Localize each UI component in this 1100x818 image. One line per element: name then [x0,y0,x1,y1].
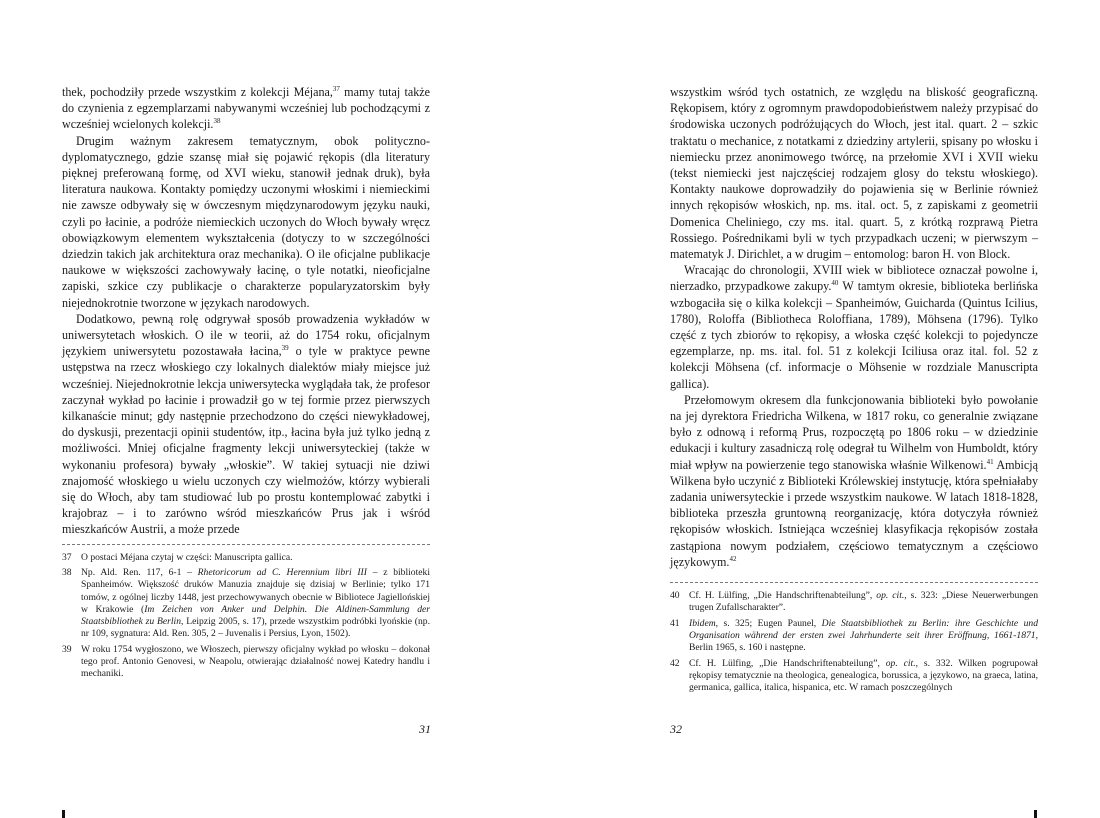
paragraph [670,392,1038,570]
footnote-number: 38 [62,566,72,578]
italic-text: Die Staatsbibliothek zu Berlin: ihre Geschichte und Organisation während der ersten zwei Jahrhunderte seit ihrer Eröffnung, 1661-1871 [689,617,1038,641]
text-run: Drugim ważnym zakresem tematycznym, obok polityczno-dyplomatycznego, gdzie szansę miał się pojawić rękopis (dla literatury pięknej preferowaną formę, od XVI wieku, stanowił jednak druk), była literatura naukowa. Kontakty pomiędzy uczonymi włoskimi i niemieckimi nie zawsze odbywały się w ówczesnym międzynarodowym języku nauki, czyli po łacinie, a podróże niemieckich uczonych do Włoch bywały wręcz obowiązkowym elementem wykształcenia (dotyczy to w szczególności dziedzin takich jak architektura oraz mechanika). O ile oficjalne publikacje naukowe w większości zachowywały łacinę, o tyle notatki, nieoficjalne zapiski, szkice czy publikacje o charakterze popularyzatorskim były niejednokrotnie tworzone w językach narodowych. [62,133,430,310]
footnote-separator [62,544,430,545]
left-page-footnotes [62,552,430,681]
footnote-reference: 38 [213,117,221,126]
footnote-number: 42 [670,657,680,669]
text-run: , s. 325; Eugen Paunel, [715,617,822,629]
footnote-text [81,552,430,564]
text-run: – z biblioteki Spanheimów. Większość druków Manuzia znajduje się dzisiaj w Berlinie; tylko 171 tomów, z ogólnej liczby 1448, jest przechowywanych obecnie w Bibliotece Jagiellońskiej w Krakowie ( [81,566,430,615]
left-page [62,84,430,684]
footnote [62,644,430,681]
footnote-reference: 41 [986,457,994,466]
left-page-body [62,84,430,538]
text-run: Przełomowym okresem dla funkcjonowania biblioteki było powołanie na jej dyrektora Friedricha Wilkena, w 1817 roku, co generalnie związane było z odnową i reformą Prus, rozpoczętą po 1806 roku – w dziedzinie edukacji i kultury zasadniczą rolę odegrał tu Wilhelm von Humboldt, który miał wpływ na powierzenie tego stanowiska właśnie Wilkenowi. [670,392,1038,472]
footnote [670,618,1038,655]
italic-text: op. cit. [876,590,905,602]
footnote-text [689,590,1038,615]
footnote-number: 40 [670,590,680,602]
footnote-separator [670,582,1038,583]
italic-text: Rhetoricorum ad C. Herennium libri III [197,566,367,578]
footnote-reference: 37 [332,84,340,93]
text-run: , Berlin 1965, s. 160 i następne. [689,629,1038,654]
text-run: W tamtym okresie, biblioteka berlińska wzbogaciła się o kilka kolekcji – Spanheimów, Guicharda (Quintus Icilius, 1780), Roloffa (Bibliotheca Roloffiana, 1789), Möhsena (1796). Tylko część z tych zbiorów to rękopisy, a włoska część kolekcji to pojedyncze egzemplarze, np. ms. ital. fol. 51 z kolekcji Iciliusa oraz ital. fol. 52 z kolekcji Möhsena (cf. informacje o Möhsenie w rozdziale Manuscripta gallica). [670,279,1038,391]
footnote-number: 41 [670,617,680,629]
crop-mark-left [62,810,65,818]
footnote-reference: 40 [831,279,839,288]
footnote [670,590,1038,615]
footnote [62,567,430,641]
text-run: Np. Ald. Ren. 117, 6-1 – [81,566,198,578]
paragraph [62,311,430,538]
paragraph [62,84,430,133]
text-run: o tyle w praktyce pewne ustępstwa na rzecz włoskiego czy lokalnych dialektów miały miejsce już wcześniej. Niejednokrotnie lekcja uniwersytecka wyglądała tak, że profesor zaczynał wykład po łacinie i prowadził go w tej formie przez pierwszych kilkanaście minut; gdy następnie przechodzono do części niewykładowej, do dyskusji, prezentacji opinii studentów, itp., łacina była już tylko jedną z możliwości. Mniej oficjalne fragmenty lekcji uniwersyteckiej (także w wykonaniu profesora) bywały „włoskie”. W takiej sytuacji nie dziwi znajomość włoskiego u wielu uczonych czy wielmożów, którzy wybierali się do Włoch, aby tam studiować lub po prostu kontemplować zabytki i krajobraz – i to zarówno wśród mieszkańców Prus jak i wśród mieszkańców Austrii, a może przede [62,344,430,537]
italic-text: Im Zeichen von Anker und Delphin. Die Aldinen-Sammlung der Staatsbibliothek zu Berlin [81,603,430,628]
crop-mark-right [1034,810,1037,818]
page-number-right: 32 [670,722,682,736]
footnote [670,658,1038,695]
text-run: W roku 1754 wygłoszono, we Włoszech, pierwszy oficjalny wykład po włosku – dokonał tego prof. Antonio Genovesi, w Neapolu, otwierając działalność nowej Katedry handlu i mechaniki. [81,643,430,680]
italic-text: op. cit. [885,657,916,669]
footnote-reference: 42 [729,554,737,563]
italic-text: Ibidem [689,617,716,629]
text-run: thek, pochodziły przede wszystkim z kolekcji Méjana, [62,85,333,99]
text-run: Wracając do chronologii, XVIII wiek w bibliotece oznaczał powolne i, nierzadko, przypadkowe zakupy. [670,263,1038,294]
right-page-footnotes [670,590,1038,694]
text-run: , Leipzig 2005, s. 17), przede wszystkim podróbki lyońskie (np. nr 109, sygnatura: Ald. Ren. 305, 2 – Juvenalis i Persius, Lyon, 1502). [81,616,430,640]
footnote-text [689,618,1038,655]
paragraph [62,133,430,311]
right-page [670,84,1038,697]
text-run: wszystkim wśród tych ostatnich, ze względu na bliskość geograficzną. Rękopisem, który z ogromnym prawdopodobieństwem należy przypisać do środowiska uczonych podróżujących do Włoch, jest ital. quart. 2 – szkic traktatu o mechanice, z notatkami z dziedziny artylerii, spisany po włosku i niemiecku przez anonimowego twórcę, na przełomie XVI i XVII wieku (tekst niemiecki jest najczęściej rodzajem glosy do tekstu włoskiego). Kontakty naukowe doprowadziły do pojawienia się w Berlinie również innych rękopisów włoskich, np. ms. ital. oct. 5, z zapiskami z geometrii Domenica Cheliniego, czy ms. ital. quart. 5, z krótką rozprawą Pietra Rossiego. Pośrednikami byli w tych przypadkach uczeni; w pierwszym – matematyk J. Dirichlet, a w drugim – entomolog: baron H. von Block. [670,85,1038,262]
paragraph [670,262,1038,392]
right-page-body [670,84,1038,570]
text-run: Cf. H. Lülfing, „Die Handschriftenabteilung”, [689,657,886,669]
page-number-left: 31 [419,722,431,736]
footnote-text [81,567,430,641]
text-run: Ambicją Wilkena było uczynić z Biblioteki Królewskiej instytucję, która spełniałaby zadania uniwersyteckie i przede wszystkim naukowe. W latach 1818-1828, biblioteka przeszła gruntowną reorganizację, która dotyczyła również rękopisów włoskich. Istniejąca wcześniej klasyfikacja rękopisów została zastąpiona nowym podziałem, częściowo tematycznym a częściowo językowym. [670,457,1038,569]
text-run: mamy tutaj także do czynienia z egzemplarzami nabywanymi wcześniej lub pochodzącymi z wcześniej wcielonych kolekcji. [62,85,430,132]
text-run: Dodatkowo, pewną rolę odgrywał sposób prowadzenia wykładów w uniwersytetach włoskich. O ile w teorii, aż do 1754 roku, oficjalnym językiem uniwersytetu pozostawała łacina, [62,311,430,359]
footnote-reference: 39 [281,344,289,353]
footnote-number: 39 [62,643,72,655]
footnote [62,552,430,564]
text-run: , s. 332. Wilken pogrupował rękopisy tematycznie na theologica, genealogica, borussica, a językowo, na graeca, latina, germanica, gallica, italica, hispanica, etc. W ramach poszczególnych [689,657,1038,694]
text-run: , s. 323: „Diese Neuerwerbungen trugen Zufallscharakter”. [689,590,1038,614]
text-run: Cf. H. Lülfing, „Die Handschriftenabteilung”, [689,590,877,602]
footnote-number: 37 [62,551,72,563]
footnote-text [689,658,1038,695]
paragraph [670,84,1038,262]
text-run: O postaci Méjana czytaj w części: Manuscripta gallica. [81,551,293,563]
footnote-text [81,644,430,681]
